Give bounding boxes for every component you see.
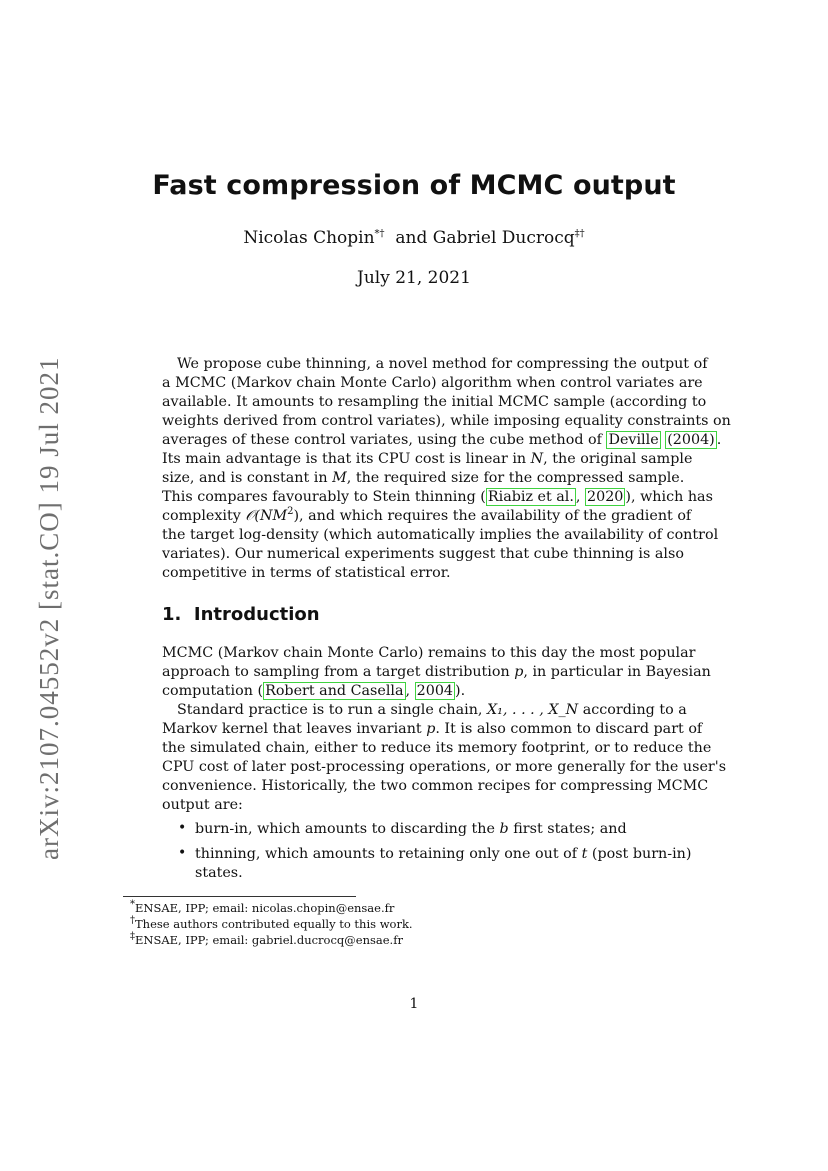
paper-date: July 21, 2021 xyxy=(357,268,471,288)
text-run: Its main advantage is that its CPU cost is linear in xyxy=(162,451,531,467)
text-run: according to a xyxy=(578,702,687,718)
body-line: MCMC (Markov chain Monte Carlo) remains to this day the most popular xyxy=(162,645,696,661)
math-symbol: M xyxy=(332,470,347,486)
text-run: Standard practice is to run a single chain, xyxy=(177,702,487,718)
text-run: , the original sample xyxy=(543,451,693,467)
abstract-line: available. It amounts to resampling the initial MCMC sample (according to xyxy=(162,394,707,410)
text-run: approach to sampling from a target distribution xyxy=(162,664,515,680)
author-1: Nicolas Chopin xyxy=(243,228,375,248)
abstract-line xyxy=(162,507,691,526)
text-run: complexity xyxy=(162,508,246,524)
text-run: . xyxy=(716,432,722,448)
abstract-line xyxy=(162,469,684,488)
body-line xyxy=(162,720,702,739)
footnote-mark: † xyxy=(130,915,135,927)
author-conjunction: and xyxy=(395,228,428,248)
author-line xyxy=(0,228,828,248)
body-line xyxy=(162,682,465,701)
footnote-text: ENSAE, IPP; email: gabriel.ducrocq@ensae.fr xyxy=(135,933,403,947)
body-line xyxy=(177,701,687,720)
page-number: 1 xyxy=(409,996,419,1012)
citation-link-robert-casella[interactable]: Robert and Casella xyxy=(265,683,404,699)
text-run: averages of these control variates, using the cube method of xyxy=(162,432,607,448)
text-run: ), and which requires the availability of the gradient of xyxy=(293,508,692,524)
text-run: , xyxy=(575,489,586,505)
math-expression: X₁, . . . , X_N xyxy=(487,702,579,718)
paper-title: Fast compression of MCMC output xyxy=(152,170,676,201)
list-item xyxy=(195,820,627,839)
abstract-line: weights derived from control variates), while imposing equality constraints on xyxy=(162,413,731,429)
text-run: computation ( xyxy=(162,683,264,699)
body-line: output are: xyxy=(162,797,243,813)
footnote-text: These authors contributed equally to this work. xyxy=(135,917,413,931)
text-run: ). xyxy=(455,683,466,699)
text-run: ), which has xyxy=(625,489,713,505)
author-2: Gabriel Ducrocq xyxy=(432,228,575,248)
footnote-text: ENSAE, IPP; email: nicolas.chopin@ensae.fr xyxy=(135,901,395,915)
abstract-line: We propose cube thinning, a novel method for compressing the output of xyxy=(177,356,708,372)
abstract-line xyxy=(162,431,721,450)
text-run: (post burn-in) xyxy=(587,846,692,862)
text-run: Markov kernel that leaves invariant xyxy=(162,721,427,737)
abstract-line: the target log-density (which automatically implies the availability of control xyxy=(162,527,719,543)
author-1-marks: *† xyxy=(374,228,385,240)
arxiv-identifier-stamp: arXiv:2107.04552v2 [stat.CO] 19 Jul 2021 xyxy=(34,356,64,860)
bullet-icon: • xyxy=(178,845,187,861)
abstract-line xyxy=(162,450,692,469)
text-run: thinning, which amounts to retaining only one out of xyxy=(195,846,582,862)
math-symbol: N xyxy=(530,451,544,467)
abstract-line: a MCMC (Markov chain Monte Carlo) algorithm when control variates are xyxy=(162,375,703,391)
abstract-line xyxy=(162,488,713,507)
text-run: , in particular in Bayesian xyxy=(523,664,711,680)
math-symbol: p xyxy=(514,664,524,680)
list-item xyxy=(195,845,691,864)
math-symbol: b xyxy=(499,821,509,837)
math-symbol: t xyxy=(581,846,588,862)
author-2-marks: ‡† xyxy=(574,228,585,240)
citation-link-riabiz-year[interactable]: 2020 xyxy=(587,489,624,505)
text-run: burn-in, which amounts to discarding the xyxy=(195,821,500,837)
section-heading xyxy=(162,604,320,625)
text-run: . It is also common to discard part of xyxy=(435,721,703,737)
citation-link-riabiz[interactable]: Riabiz et al. xyxy=(487,489,574,505)
section-number: 1. xyxy=(162,604,182,625)
body-line: the simulated chain, either to reduce its memory footprint, or to reduce the xyxy=(162,740,712,756)
math-exponent: 2 xyxy=(287,506,294,518)
section-title: Introduction xyxy=(193,604,320,625)
text-run: , the required size for the compressed sample. xyxy=(346,470,685,486)
math-expression: 𝒪(NM xyxy=(245,508,288,524)
footnote xyxy=(130,916,413,932)
text-run: size, and is constant in xyxy=(162,470,333,486)
body-line: convenience. Historically, the two common recipes for compressing MCMC xyxy=(162,778,709,794)
abstract-line: variates). Our numerical experiments suggest that cube thinning is also xyxy=(162,546,684,562)
citation-link-robert-casella-year[interactable]: 2004 xyxy=(416,683,454,699)
citation-link-deville[interactable]: Deville xyxy=(608,432,659,448)
math-symbol: p xyxy=(426,721,436,737)
citation-link-deville-year[interactable]: (2004) xyxy=(667,432,715,448)
text-run: first states; and xyxy=(508,821,627,837)
footnote xyxy=(130,900,394,916)
list-item-continuation: states. xyxy=(195,865,243,881)
body-line: CPU cost of later post-processing operations, or more generally for the user's xyxy=(162,759,727,775)
bullet-icon: • xyxy=(178,820,187,836)
footnote xyxy=(130,932,403,948)
body-line xyxy=(162,663,711,682)
footnote-mark: * xyxy=(130,899,135,911)
text-run: This compares favourably to Stein thinning ( xyxy=(162,489,486,505)
footnote-mark: ‡ xyxy=(130,931,135,943)
text-run: , xyxy=(405,683,415,699)
abstract-line: competitive in terms of statistical error. xyxy=(162,565,451,581)
footnote-rule xyxy=(123,896,356,897)
